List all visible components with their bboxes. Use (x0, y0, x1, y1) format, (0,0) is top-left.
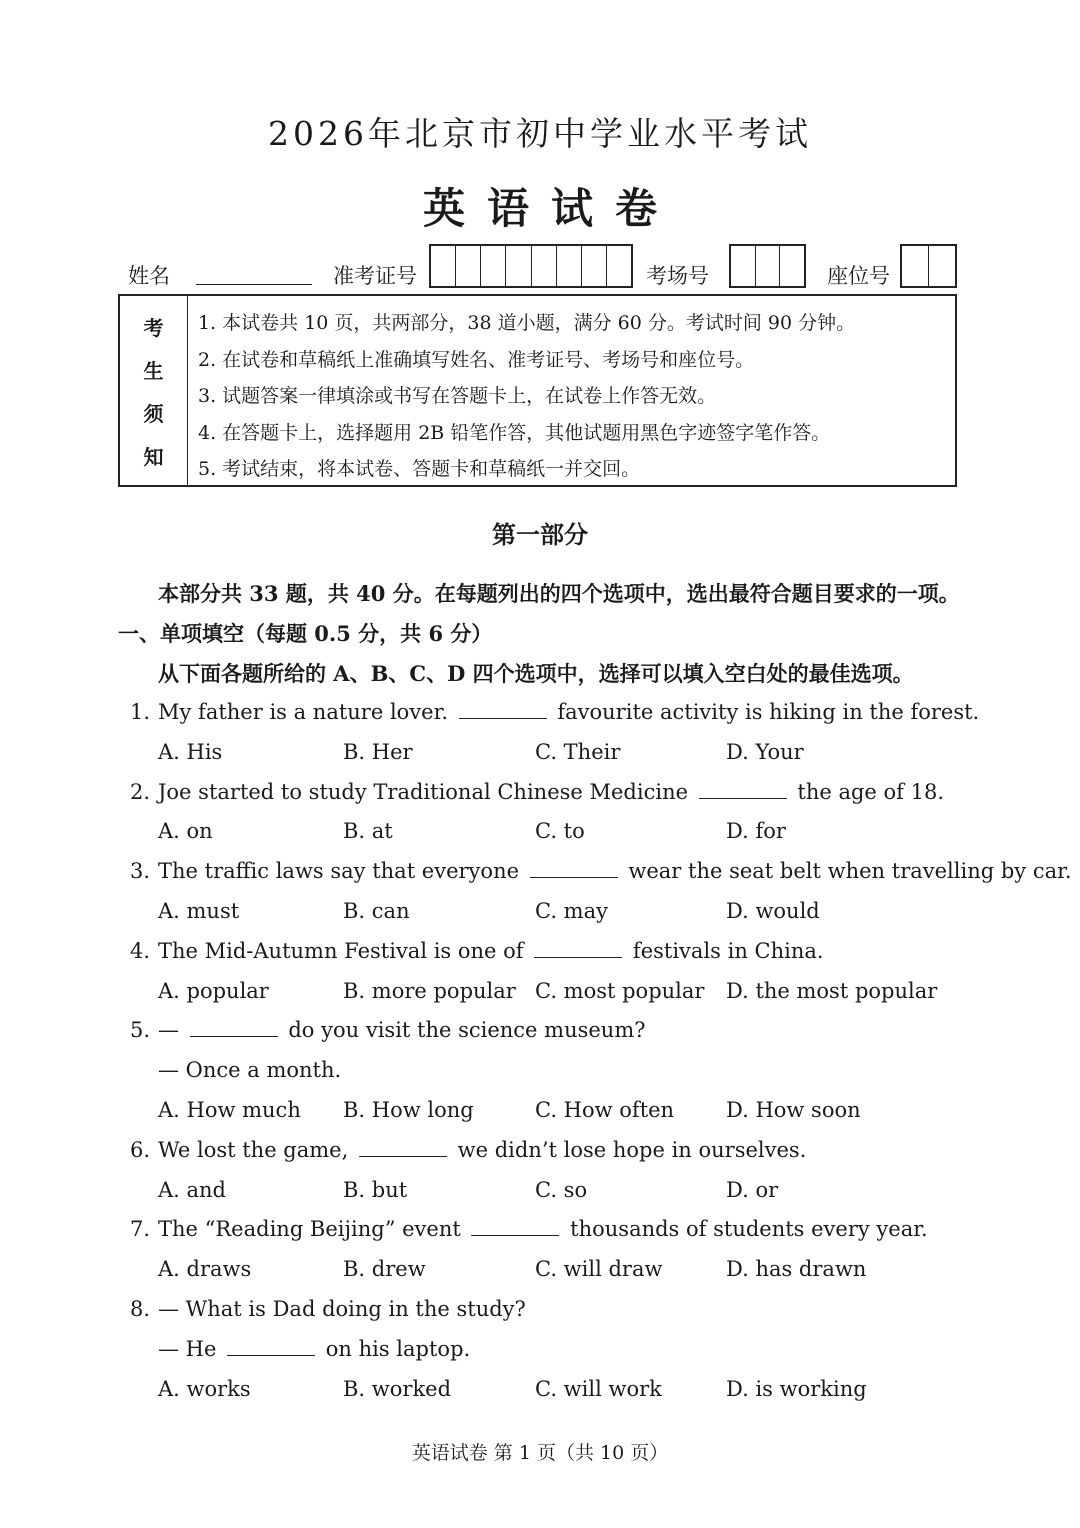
answer-option[interactable]: A. draws (158, 1257, 252, 1282)
question-stem (158, 1217, 928, 1241)
notice-list (188, 296, 855, 485)
answer-option[interactable]: B. but (343, 1177, 408, 1202)
answer-option[interactable]: C. will draw (535, 1257, 663, 1282)
page-footer: 英语试卷 第 1 页（共 10 页） (411, 1442, 669, 1464)
answer-option[interactable]: B. How long (343, 1097, 474, 1122)
stem-text: we didn’t lose hope in ourselves. (450, 1137, 807, 1162)
seat-number-label: 座位号 (827, 264, 890, 288)
options-row (0, 897, 1080, 937)
notice-heading-char: 考 (143, 315, 164, 340)
answer-option[interactable]: C. How often (535, 1097, 675, 1122)
stem-text: wear the seat belt when travelling by car. (621, 859, 1072, 884)
exam-room-label: 考场号 (646, 264, 709, 288)
question-number: 5. (129, 1018, 150, 1043)
digit-box[interactable] (532, 246, 557, 286)
answer-option[interactable]: B. Her (343, 739, 413, 764)
name-field[interactable] (196, 284, 312, 285)
answer-option[interactable]: D. would (726, 898, 820, 923)
candidate-info-row (0, 244, 1080, 290)
notice-item: 4. 在答题卡上，选择题用 2B 铅笔作答，其他试题用黑色字迹签字笔作答。 (198, 421, 831, 444)
stem-text: the age of 18. (790, 779, 944, 804)
question-number: 4. (129, 938, 150, 963)
stem-text: — He (158, 1336, 224, 1361)
answer-option[interactable]: A. must (158, 898, 240, 923)
digit-box[interactable] (607, 246, 631, 286)
digit-box[interactable] (557, 246, 582, 286)
answer-option[interactable]: B. at (343, 819, 393, 844)
answer-option[interactable]: A. popular (158, 978, 269, 1003)
question-stem (158, 1138, 806, 1162)
part-title: 第一部分 (492, 521, 588, 549)
question-stem (158, 1297, 526, 1321)
question-stem (158, 1018, 646, 1042)
digit-box[interactable] (780, 246, 804, 286)
answer-blank[interactable] (699, 780, 787, 799)
answer-option[interactable]: C. may (535, 898, 608, 923)
answer-option[interactable]: D. is working (726, 1376, 867, 1401)
answer-option[interactable]: B. drew (343, 1257, 426, 1282)
question-stem (158, 939, 824, 963)
name-label: 姓名 (128, 264, 170, 288)
digit-box[interactable] (506, 246, 531, 286)
ticket-number-boxes[interactable] (429, 244, 633, 288)
ticket-number-label: 准考证号 (333, 264, 417, 288)
answer-option[interactable]: D. for (726, 819, 786, 844)
section-instruction: 从下面各题所给的 A、B、C、D 四个选项中，选择可以填入空白处的最佳选项。 (158, 661, 914, 686)
exam-room-boxes[interactable] (729, 244, 806, 288)
seat-number-boxes[interactable] (900, 244, 957, 288)
notice-heading (120, 296, 188, 485)
digit-box[interactable] (731, 246, 756, 286)
stem-text: festivals in China. (626, 938, 824, 963)
answer-option[interactable]: A. How much (158, 1097, 301, 1122)
answer-option[interactable]: C. to (535, 819, 585, 844)
options-row (0, 817, 1080, 857)
question-line (0, 937, 1080, 977)
notice-item: 2. 在试卷和草稿纸上准确填写姓名、准考证号、考场号和座位号。 (198, 348, 755, 371)
stem-text: favourite activity is hiking in the forest. (550, 700, 980, 724)
answer-option[interactable]: D. or (726, 1177, 779, 1202)
stem-text: The “Reading Beijing” event (158, 1217, 468, 1242)
answer-option[interactable]: C. Their (535, 739, 621, 764)
section-title: 一、单项填空（每题 0.5 分，共 6 分） (118, 621, 493, 646)
question-line (0, 1335, 1080, 1375)
notice-heading-char: 知 (143, 444, 164, 469)
question-line (0, 698, 1080, 738)
stem-text: My father is a nature lover. (158, 700, 455, 724)
answer-option[interactable]: A. and (158, 1177, 227, 1202)
question-list (0, 698, 1080, 1414)
stem-text: We lost the game, (158, 1137, 355, 1162)
answer-blank[interactable] (190, 1018, 278, 1037)
stem-text: on his laptop. (319, 1336, 471, 1361)
options-row (0, 977, 1080, 1017)
question-stem (158, 1058, 341, 1082)
options-row (0, 738, 1080, 778)
options-row (0, 1375, 1080, 1415)
question-stem (158, 1337, 470, 1361)
exam-title: 2026年北京市初中学业水平考试 (268, 114, 812, 153)
digit-box[interactable] (456, 246, 481, 286)
notice-heading-char: 须 (143, 401, 164, 426)
answer-option[interactable]: C. most popular (535, 978, 705, 1003)
digit-box[interactable] (756, 246, 781, 286)
answer-blank[interactable] (530, 859, 618, 878)
question-line (0, 1136, 1080, 1176)
answer-blank[interactable] (534, 939, 622, 958)
stem-text: thousands of students every year. (563, 1217, 928, 1242)
notice-item: 3. 试题答案一律填涂或书写在答题卡上，在试卷上作答无效。 (198, 385, 717, 407)
question-number: 1. (129, 700, 150, 724)
answer-option[interactable]: C. so (535, 1177, 588, 1202)
answer-option[interactable]: A. works (158, 1376, 251, 1401)
stem-text: — What is Dad doing in the study? (158, 1296, 526, 1321)
stem-text: — Once a month. (158, 1058, 342, 1083)
question-number: 2. (129, 779, 150, 804)
digit-box[interactable] (431, 246, 456, 286)
subject-title: 英语试卷 (422, 184, 679, 233)
answer-blank[interactable] (359, 1138, 447, 1157)
stem-text: do you visit the science museum? (281, 1018, 646, 1043)
answer-option[interactable]: D. has drawn (726, 1257, 867, 1282)
question-number: 8. (129, 1296, 150, 1321)
answer-option[interactable]: C. will work (535, 1376, 662, 1401)
stem-text: — (158, 1018, 186, 1043)
question-line (0, 778, 1080, 818)
answer-blank[interactable] (471, 1217, 559, 1236)
answer-blank[interactable] (459, 700, 547, 719)
answer-option[interactable]: D. How soon (726, 1097, 861, 1122)
answer-option[interactable]: B. can (343, 898, 410, 923)
question-line (0, 1056, 1080, 1096)
answer-option[interactable]: D. Your (726, 739, 804, 764)
answer-option[interactable]: D. the most popular (726, 978, 938, 1003)
question-stem (158, 859, 1072, 883)
question-line (0, 1016, 1080, 1056)
question-stem (158, 780, 944, 804)
digit-box[interactable] (929, 246, 955, 286)
notice-item: 5. 考试结束，将本试卷、答题卡和草稿纸一并交回。 (198, 458, 641, 480)
question-line (0, 1215, 1080, 1255)
answer-option[interactable]: B. worked (343, 1376, 452, 1401)
candidate-notice-box (118, 294, 957, 487)
question-number: 7. (129, 1217, 150, 1242)
notice-item: 1. 本试卷共 10 页，共两部分，38 道小题，满分 60 分。考试时间 90 分钟。 (198, 312, 856, 334)
answer-option[interactable]: A. His (158, 739, 223, 764)
digit-box[interactable] (481, 246, 506, 286)
stem-text: The Mid-Autumn Festival is one of (158, 938, 531, 963)
digit-box[interactable] (582, 246, 607, 286)
stem-text: Joe started to study Traditional Chinese Medicine (158, 779, 695, 804)
question-line (0, 857, 1080, 897)
options-row (0, 1176, 1080, 1216)
question-number: 6. (129, 1137, 150, 1162)
stem-text: The traffic laws say that everyone (158, 859, 526, 884)
options-row (0, 1255, 1080, 1295)
answer-blank[interactable] (227, 1337, 315, 1356)
answer-option[interactable]: B. more popular (343, 978, 516, 1003)
digit-box[interactable] (902, 246, 929, 286)
options-row (0, 1096, 1080, 1136)
question-stem (158, 700, 979, 724)
notice-heading-char: 生 (143, 358, 164, 383)
question-line (0, 1295, 1080, 1335)
question-number: 3. (129, 859, 150, 884)
answer-option[interactable]: A. on (158, 819, 213, 844)
part-description: 本部分共 33 题，共 40 分。在每题列出的四个选项中，选出最符合题目要求的一项。 (158, 581, 960, 606)
